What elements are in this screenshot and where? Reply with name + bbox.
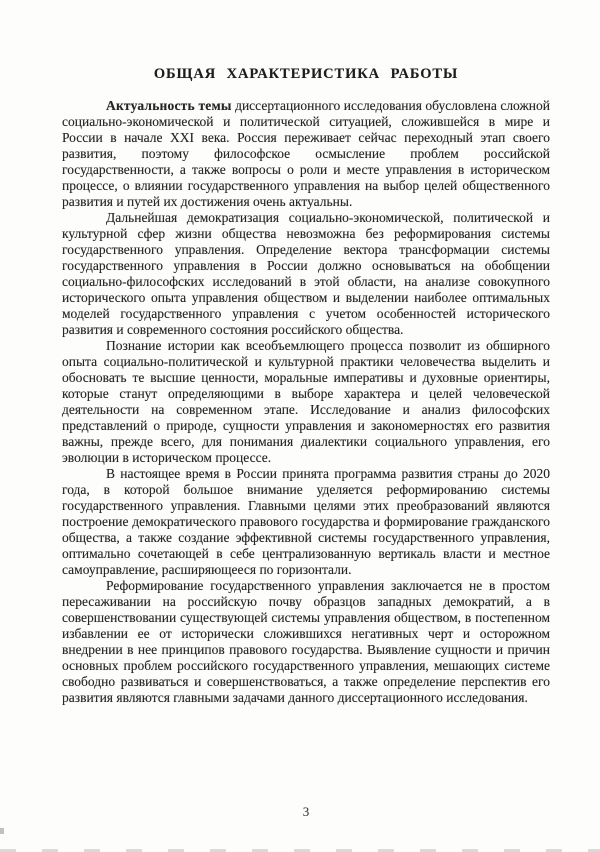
paragraph xyxy=(62,338,550,466)
paragraph-lead: Актуальность темы xyxy=(106,98,232,113)
paragraph-text: Познание истории как всеобъемлющего процесса позволит из обширного опыта социально-политической и культурной практики человечества выделить и обосновать те высшие ценности, моральные императивы и духовные ориентиры, которые станут определяющими в выборе характера и целей человеческой деятельности на современном этапе. Исследование и анализ философских представлений о природе, сущности управления и закономерностях его развития важны, прежде всего, для понимания диалектики социального управления, его эволюции в историческом процессе. xyxy=(62,338,550,465)
page-title: ОБЩАЯ ХАРАКТЕРИСТИКА РАБОТЫ xyxy=(153,66,459,82)
paragraph xyxy=(62,466,550,578)
paragraph xyxy=(62,578,550,706)
document-body xyxy=(62,98,550,706)
paragraph-text: Дальнейшая демократизация социально-экономической, политической и культурной сфер жизни общества невозможна без реформирования системы государственного управления. Определение вектора трансформации системы государственного управления в России должно основываться на обобщении социально-философских исследований в этой области, на анализе совокупного исторического опыта управления обществом и выделении наиболее оптимальных моделей государственного управления с учетом особенностей исторического развития и современного состояния российского общества. xyxy=(62,210,550,337)
paragraph-text: диссертационного исследования обусловлена сложной социально-экономической и политической ситуацией, сложившейся в мире и России в начале XXI века. Россия переживает сейчас переходный этап своего развития, поэтому философское осмысление проблем российской государственности, а также вопросы о роли и месте управления в историческом процессе, о влиянии государственного управления на выбор целей общественного развития и путей их достижения очень актуальны. xyxy=(62,98,550,209)
paragraph-text: В настоящее время в России принята программа развития страны до 2020 года, в которой большое внимание уделяется реформированию системы государственного управления. Главными целями этих преобразований являются построение демократического правового государства и формирование гражданского общества, а также создание эффективной системы государственного управления, оптимально сочетающей в себе централизованную вертикаль власти и местное самоуправление, расширяющееся по горизонтали. xyxy=(62,466,550,577)
scan-speck-artifact xyxy=(0,828,4,834)
paragraph xyxy=(62,210,550,338)
page-number: 3 xyxy=(302,804,310,819)
paragraph-text: Реформирование государственного управления заключается не в простом пересаживании на российскую почву образцов западных демократий, а в совершенствовании существующей системы управления обществом, в постепенном избавлении ее от исторически сложившихся негативных черт и осторожном внедрении в нее принципов правового государства. Выявление сущности и причин основных проблем российского государственного управления, мешающих системе свободно развиваться и совершенствоваться, а также определение перспектив его развития являются главными задачами данного диссертационного исследования. xyxy=(62,578,550,705)
paragraph xyxy=(62,98,550,210)
